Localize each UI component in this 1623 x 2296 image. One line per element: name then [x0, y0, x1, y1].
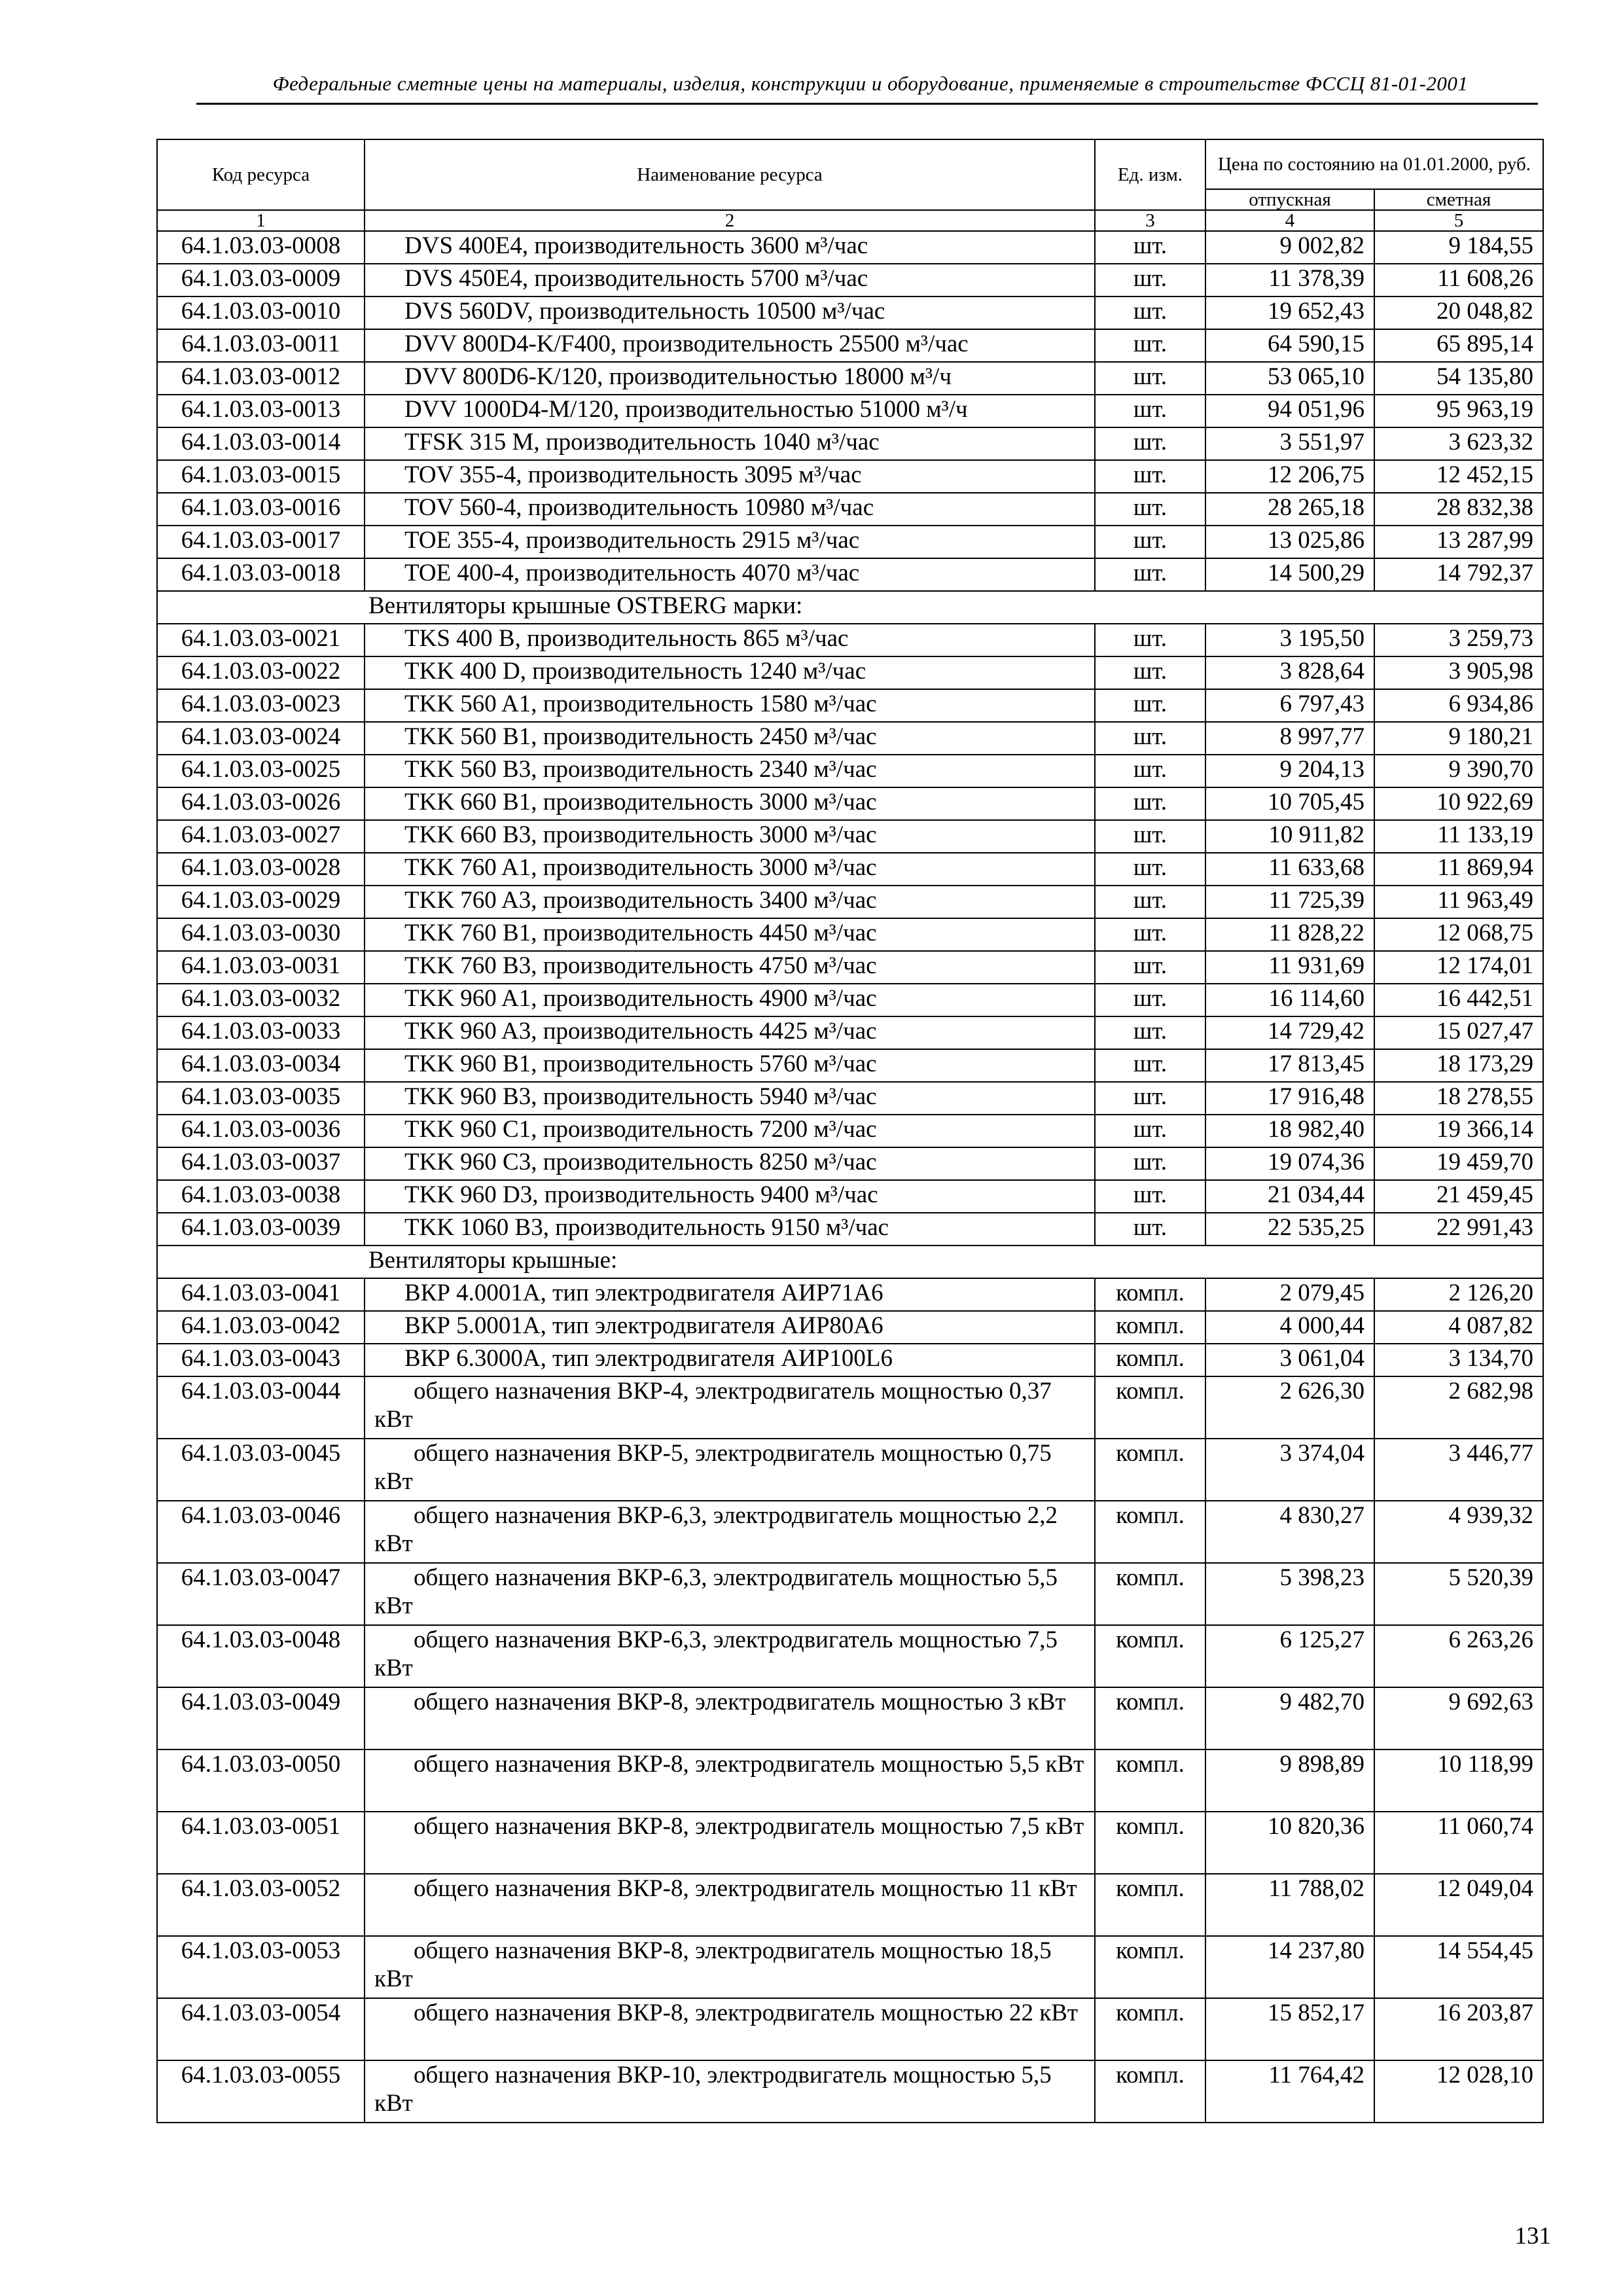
resource-name: TKK 560 B3, производительность 2340 м³/час: [365, 755, 1095, 787]
resource-code: 64.1.03.03-0051: [157, 1812, 365, 1874]
table-row: [157, 1115, 1543, 1147]
table-row: [157, 329, 1543, 362]
estimate-price: 11 869,94: [1374, 853, 1543, 886]
unit-of-measure: шт.: [1095, 231, 1205, 264]
estimate-price: 3 134,70: [1374, 1344, 1543, 1376]
release-price: 11 931,69: [1205, 951, 1374, 984]
estimate-price: 19 459,70: [1374, 1147, 1543, 1180]
estimate-price: 13 287,99: [1374, 526, 1543, 558]
resource-name: TOV 560-4, производительность 10980 м³/час: [365, 493, 1095, 526]
estimate-price: 2 682,98: [1374, 1376, 1543, 1439]
estimate-price: 11 060,74: [1374, 1812, 1543, 1874]
release-price: 3 195,50: [1205, 624, 1374, 656]
table-row: [157, 624, 1543, 656]
unit-of-measure: шт.: [1095, 1147, 1205, 1180]
table-row: [157, 1874, 1543, 1936]
resource-name: DVS 450E4, производительность 5700 м³/час: [365, 264, 1095, 296]
estimate-price: 12 049,04: [1374, 1874, 1543, 1936]
release-price: 14 237,80: [1205, 1936, 1374, 1998]
table-row: [157, 264, 1543, 296]
unit-of-measure: шт.: [1095, 656, 1205, 689]
table-row: [157, 427, 1543, 460]
unit-of-measure: шт.: [1095, 427, 1205, 460]
section-row: [157, 1246, 1543, 1278]
table-row: [157, 1749, 1543, 1812]
unit-of-measure: шт.: [1095, 886, 1205, 918]
resource-code: 64.1.03.03-0027: [157, 820, 365, 853]
table-row: [157, 1501, 1543, 1563]
table-row: [157, 395, 1543, 427]
estimate-price: 14 554,45: [1374, 1936, 1543, 1998]
release-price: 28 265,18: [1205, 493, 1374, 526]
resource-code: 64.1.03.03-0008: [157, 231, 365, 264]
resource-code: 64.1.03.03-0049: [157, 1687, 365, 1749]
resource-name: общего назначения ВКР-10, электродвигатель мощностью 5,5 кВт: [365, 2060, 1095, 2123]
unit-of-measure: компл.: [1095, 1439, 1205, 1501]
resource-name: DVS 400E4, производительность 3600 м³/час: [365, 231, 1095, 264]
resource-name: DVS 560DV, производительность 10500 м³/час: [365, 296, 1095, 329]
resource-name: TKK 560 B1, производительность 2450 м³/час: [365, 722, 1095, 755]
resource-code: 64.1.03.03-0046: [157, 1501, 365, 1563]
unit-of-measure: шт.: [1095, 329, 1205, 362]
release-price: 3 551,97: [1205, 427, 1374, 460]
estimate-price: 10 118,99: [1374, 1749, 1543, 1812]
resource-code: 64.1.03.03-0036: [157, 1115, 365, 1147]
release-price: 64 590,15: [1205, 329, 1374, 362]
resource-code: 64.1.03.03-0034: [157, 1049, 365, 1082]
section-title: Вентиляторы крышные OSTBERG марки:: [157, 591, 1543, 624]
release-price: 11 828,22: [1205, 918, 1374, 951]
estimate-price: 3 905,98: [1374, 656, 1543, 689]
col-header-code: Код ресурса: [157, 139, 365, 210]
unit-of-measure: компл.: [1095, 1625, 1205, 1687]
resource-code: 64.1.03.03-0018: [157, 558, 365, 591]
release-price: 2 079,45: [1205, 1278, 1374, 1311]
resource-name: TKK 660 B1, производительность 3000 м³/час: [365, 787, 1095, 820]
estimate-price: 2 126,20: [1374, 1278, 1543, 1311]
release-price: 3 828,64: [1205, 656, 1374, 689]
table-row: [157, 362, 1543, 395]
resource-name: DVV 800D6-K/120, производительностью 18000 м³/ч: [365, 362, 1095, 395]
estimate-price: 54 135,80: [1374, 362, 1543, 395]
resource-name: TOE 355-4, производительность 2915 м³/час: [365, 526, 1095, 558]
unit-of-measure: компл.: [1095, 1936, 1205, 1998]
unit-of-measure: шт.: [1095, 918, 1205, 951]
unit-of-measure: компл.: [1095, 1278, 1205, 1311]
table-row: [157, 1016, 1543, 1049]
table-row: [157, 1998, 1543, 2060]
resource-code: 64.1.03.03-0011: [157, 329, 365, 362]
resource-name: DVV 800D4-K/F400, производительность 25500 м³/час: [365, 329, 1095, 362]
unit-of-measure: компл.: [1095, 1376, 1205, 1439]
release-price: 3 061,04: [1205, 1344, 1374, 1376]
resource-code: 64.1.03.03-0055: [157, 2060, 365, 2123]
resource-name: общего назначения ВКР-4, электродвигатель мощностью 0,37 кВт: [365, 1376, 1095, 1439]
release-price: 18 982,40: [1205, 1115, 1374, 1147]
unit-of-measure: шт.: [1095, 395, 1205, 427]
resource-name: общего назначения ВКР-6,3, электродвигатель мощностью 7,5 кВт: [365, 1625, 1095, 1687]
estimate-price: 12 068,75: [1374, 918, 1543, 951]
release-price: 6 125,27: [1205, 1625, 1374, 1687]
table-row: [157, 722, 1543, 755]
table-row: [157, 1376, 1543, 1439]
release-price: 53 065,10: [1205, 362, 1374, 395]
estimate-price: 3 446,77: [1374, 1439, 1543, 1501]
release-price: 11 633,68: [1205, 853, 1374, 886]
unit-of-measure: компл.: [1095, 1563, 1205, 1625]
estimate-price: 11 608,26: [1374, 264, 1543, 296]
resource-code: 64.1.03.03-0035: [157, 1082, 365, 1115]
release-price: 13 025,86: [1205, 526, 1374, 558]
resource-name: ВКР 6.3000А, тип электродвигателя АИР100L6: [365, 1344, 1095, 1376]
resource-code: 64.1.03.03-0024: [157, 722, 365, 755]
unit-of-measure: компл.: [1095, 1812, 1205, 1874]
estimate-price: 14 792,37: [1374, 558, 1543, 591]
unit-of-measure: компл.: [1095, 1687, 1205, 1749]
release-price: 10 911,82: [1205, 820, 1374, 853]
resource-code: 64.1.03.03-0029: [157, 886, 365, 918]
resource-name: TKK 960 A1, производительность 4900 м³/час: [365, 984, 1095, 1016]
unit-of-measure: шт.: [1095, 624, 1205, 656]
resource-code: 64.1.03.03-0037: [157, 1147, 365, 1180]
release-price: 11 725,39: [1205, 886, 1374, 918]
table-row: [157, 853, 1543, 886]
release-price: 9 482,70: [1205, 1687, 1374, 1749]
unit-of-measure: компл.: [1095, 1749, 1205, 1812]
estimate-price: 4 939,32: [1374, 1501, 1543, 1563]
unit-of-measure: компл.: [1095, 1344, 1205, 1376]
column-number: 5: [1374, 210, 1543, 231]
resource-code: 64.1.03.03-0021: [157, 624, 365, 656]
estimate-price: 3 259,73: [1374, 624, 1543, 656]
resource-name: TKK 960 B3, производительность 5940 м³/час: [365, 1082, 1095, 1115]
resource-name: общего назначения ВКР-8, электродвигатель мощностью 5,5 кВт: [365, 1749, 1095, 1812]
resource-code: 64.1.03.03-0022: [157, 656, 365, 689]
estimate-price: 16 203,87: [1374, 1998, 1543, 2060]
release-price: 10 705,45: [1205, 787, 1374, 820]
unit-of-measure: шт.: [1095, 296, 1205, 329]
table-row: [157, 1687, 1543, 1749]
release-price: 12 206,75: [1205, 460, 1374, 493]
estimate-price: 5 520,39: [1374, 1563, 1543, 1625]
table-row: [157, 1147, 1543, 1180]
unit-of-measure: шт.: [1095, 755, 1205, 787]
resource-name: общего назначения ВКР-8, электродвигатель мощностью 3 кВт: [365, 1687, 1095, 1749]
unit-of-measure: шт.: [1095, 689, 1205, 722]
table-row: [157, 951, 1543, 984]
unit-of-measure: компл.: [1095, 1501, 1205, 1563]
resource-name: общего назначения ВКР-8, электродвигатель мощностью 7,5 кВт: [365, 1812, 1095, 1874]
resource-code: 64.1.03.03-0017: [157, 526, 365, 558]
resource-name: TKK 960 D3, производительность 9400 м³/час: [365, 1180, 1095, 1213]
table-row: [157, 886, 1543, 918]
release-price: 14 729,42: [1205, 1016, 1374, 1049]
resource-code: 64.1.03.03-0042: [157, 1311, 365, 1344]
resource-name: TKS 400 B, производительность 865 м³/час: [365, 624, 1095, 656]
resource-code: 64.1.03.03-0012: [157, 362, 365, 395]
resource-code: 64.1.03.03-0026: [157, 787, 365, 820]
table-row: [157, 1049, 1543, 1082]
release-price: 4 830,27: [1205, 1501, 1374, 1563]
resource-name: TKK 960 C1, производительность 7200 м³/час: [365, 1115, 1095, 1147]
resource-code: 64.1.03.03-0010: [157, 296, 365, 329]
estimate-price: 10 922,69: [1374, 787, 1543, 820]
column-number: 2: [365, 210, 1095, 231]
release-price: 11 764,42: [1205, 2060, 1374, 2123]
release-price: 19 074,36: [1205, 1147, 1374, 1180]
estimate-price: 22 991,43: [1374, 1213, 1543, 1246]
resource-code: 64.1.03.03-0016: [157, 493, 365, 526]
table-row: [157, 1311, 1543, 1344]
resource-name: TKK 400 D, производительность 1240 м³/час: [365, 656, 1095, 689]
unit-of-measure: шт.: [1095, 951, 1205, 984]
resource-name: общего назначения ВКР-8, электродвигатель мощностью 18,5 кВт: [365, 1936, 1095, 1998]
estimate-price: 19 366,14: [1374, 1115, 1543, 1147]
release-price: 10 820,36: [1205, 1812, 1374, 1874]
unit-of-measure: шт.: [1095, 1016, 1205, 1049]
resource-name: DVV 1000D4-M/120, производительностью 51000 м³/ч: [365, 395, 1095, 427]
release-price: 11 788,02: [1205, 1874, 1374, 1936]
table-row: [157, 1180, 1543, 1213]
column-number: 4: [1205, 210, 1374, 231]
resource-code: 64.1.03.03-0028: [157, 853, 365, 886]
resource-name: TKK 760 B3, производительность 4750 м³/час: [365, 951, 1095, 984]
table-row: [157, 231, 1543, 264]
header-rule: [196, 103, 1538, 105]
release-price: 5 398,23: [1205, 1563, 1374, 1625]
column-number: 3: [1095, 210, 1205, 231]
table-row: [157, 1278, 1543, 1311]
table-body: [157, 231, 1543, 2123]
estimate-price: 9 692,63: [1374, 1687, 1543, 1749]
unit-of-measure: шт.: [1095, 1082, 1205, 1115]
estimate-price: 11 963,49: [1374, 886, 1543, 918]
release-price: 11 378,39: [1205, 264, 1374, 296]
price-table: [156, 139, 1544, 2123]
table-row: [157, 820, 1543, 853]
resource-name: общего назначения ВКР-6,3, электродвигатель мощностью 5,5 кВт: [365, 1563, 1095, 1625]
estimate-price: 18 173,29: [1374, 1049, 1543, 1082]
table-row: [157, 1936, 1543, 1998]
table-row: [157, 984, 1543, 1016]
table-row: [157, 1812, 1543, 1874]
table-row: [157, 787, 1543, 820]
unit-of-measure: шт.: [1095, 460, 1205, 493]
resource-code: 64.1.03.03-0050: [157, 1749, 365, 1812]
running-header: Федеральные сметные цены на материалы, изделия, конструкции и оборудование, применяемые в строительстве ФССЦ 81-01-2001: [272, 72, 1469, 95]
release-price: 21 034,44: [1205, 1180, 1374, 1213]
unit-of-measure: шт.: [1095, 526, 1205, 558]
estimate-price: 20 048,82: [1374, 296, 1543, 329]
release-price: 19 652,43: [1205, 296, 1374, 329]
resource-name: ВКР 5.0001А, тип электродвигателя АИР80А6: [365, 1311, 1095, 1344]
release-price: 2 626,30: [1205, 1376, 1374, 1439]
unit-of-measure: шт.: [1095, 362, 1205, 395]
col-header-estimate: сметная: [1374, 189, 1543, 210]
resource-code: 64.1.03.03-0041: [157, 1278, 365, 1311]
release-price: 3 374,04: [1205, 1439, 1374, 1501]
estimate-price: 9 180,21: [1374, 722, 1543, 755]
release-price: 17 916,48: [1205, 1082, 1374, 1115]
estimate-price: 6 934,86: [1374, 689, 1543, 722]
resource-name: ВКР 4.0001А, тип электродвигателя АИР71А6: [365, 1278, 1095, 1311]
unit-of-measure: шт.: [1095, 1213, 1205, 1246]
estimate-price: 4 087,82: [1374, 1311, 1543, 1344]
unit-of-measure: шт.: [1095, 787, 1205, 820]
resource-code: 64.1.03.03-0033: [157, 1016, 365, 1049]
resource-code: 64.1.03.03-0023: [157, 689, 365, 722]
release-price: 94 051,96: [1205, 395, 1374, 427]
column-number: 1: [157, 210, 365, 231]
resource-code: 64.1.03.03-0030: [157, 918, 365, 951]
resource-code: 64.1.03.03-0054: [157, 1998, 365, 2060]
table-row: [157, 526, 1543, 558]
resource-name: TKK 760 A1, производительность 3000 м³/час: [365, 853, 1095, 886]
table-row: [157, 1563, 1543, 1625]
resource-name: TKK 960 B1, производительность 5760 м³/час: [365, 1049, 1095, 1082]
unit-of-measure: шт.: [1095, 1049, 1205, 1082]
table-row: [157, 558, 1543, 591]
release-price: 16 114,60: [1205, 984, 1374, 1016]
estimate-price: 12 028,10: [1374, 2060, 1543, 2123]
release-price: 9 204,13: [1205, 755, 1374, 787]
table-row: [157, 755, 1543, 787]
resource-name: TKK 660 B3, производительность 3000 м³/час: [365, 820, 1095, 853]
resource-name: TKK 760 A3, производительность 3400 м³/час: [365, 886, 1095, 918]
unit-of-measure: шт.: [1095, 558, 1205, 591]
table-row: [157, 1439, 1543, 1501]
resource-name: TOV 355-4, производительность 3095 м³/час: [365, 460, 1095, 493]
resource-code: 64.1.03.03-0039: [157, 1213, 365, 1246]
release-price: 22 535,25: [1205, 1213, 1374, 1246]
release-price: 9 002,82: [1205, 231, 1374, 264]
resource-name: TKK 960 A3, производительность 4425 м³/час: [365, 1016, 1095, 1049]
estimate-price: 18 278,55: [1374, 1082, 1543, 1115]
table-row: [157, 918, 1543, 951]
release-price: 6 797,43: [1205, 689, 1374, 722]
col-header-price-group: Цена по состоянию на 01.01.2000, руб.: [1205, 139, 1543, 189]
estimate-price: 9 390,70: [1374, 755, 1543, 787]
table-row: [157, 1625, 1543, 1687]
resource-name: TFSK 315 M, производительность 1040 м³/час: [365, 427, 1095, 460]
resource-code: 64.1.03.03-0047: [157, 1563, 365, 1625]
table-row: [157, 460, 1543, 493]
col-header-name: Наименование ресурса: [365, 139, 1095, 210]
estimate-price: 15 027,47: [1374, 1016, 1543, 1049]
resource-code: 64.1.03.03-0043: [157, 1344, 365, 1376]
unit-of-measure: шт.: [1095, 1180, 1205, 1213]
resource-code: 64.1.03.03-0044: [157, 1376, 365, 1439]
resource-code: 64.1.03.03-0015: [157, 460, 365, 493]
unit-of-measure: шт.: [1095, 853, 1205, 886]
resource-name: общего назначения ВКР-8, электродвигатель мощностью 11 кВт: [365, 1874, 1095, 1936]
table-row: [157, 1213, 1543, 1246]
release-price: 4 000,44: [1205, 1311, 1374, 1344]
resource-code: 64.1.03.03-0025: [157, 755, 365, 787]
resource-name: TKK 960 C3, производительность 8250 м³/час: [365, 1147, 1095, 1180]
resource-code: 64.1.03.03-0031: [157, 951, 365, 984]
unit-of-measure: шт.: [1095, 264, 1205, 296]
unit-of-measure: шт.: [1095, 1115, 1205, 1147]
table-row: [157, 1344, 1543, 1376]
page-number: 131: [1514, 2223, 1551, 2250]
resource-code: 64.1.03.03-0009: [157, 264, 365, 296]
resource-code: 64.1.03.03-0032: [157, 984, 365, 1016]
estimate-price: 65 895,14: [1374, 329, 1543, 362]
unit-of-measure: шт.: [1095, 493, 1205, 526]
section-row: [157, 591, 1543, 624]
col-header-unit: Ед. изм.: [1095, 139, 1205, 210]
release-price: 17 813,45: [1205, 1049, 1374, 1082]
estimate-price: 12 452,15: [1374, 460, 1543, 493]
estimate-price: 9 184,55: [1374, 231, 1543, 264]
resource-code: 64.1.03.03-0038: [157, 1180, 365, 1213]
table-row: [157, 493, 1543, 526]
unit-of-measure: компл.: [1095, 2060, 1205, 2123]
section-title: Вентиляторы крышные:: [157, 1246, 1543, 1278]
resource-code: 64.1.03.03-0014: [157, 427, 365, 460]
resource-name: TKK 1060 B3, производительность 9150 м³/час: [365, 1213, 1095, 1246]
table-row: [157, 689, 1543, 722]
resource-code: 64.1.03.03-0052: [157, 1874, 365, 1936]
estimate-price: 3 623,32: [1374, 427, 1543, 460]
unit-of-measure: шт.: [1095, 984, 1205, 1016]
unit-of-measure: компл.: [1095, 1874, 1205, 1936]
table-row: [157, 2060, 1543, 2123]
resource-code: 64.1.03.03-0045: [157, 1439, 365, 1501]
table-row: [157, 656, 1543, 689]
table-row: [157, 296, 1543, 329]
resource-name: общего назначения ВКР-6,3, электродвигатель мощностью 2,2 кВт: [365, 1501, 1095, 1563]
resource-code: 64.1.03.03-0053: [157, 1936, 365, 1998]
estimate-price: 6 263,26: [1374, 1625, 1543, 1687]
estimate-price: 95 963,19: [1374, 395, 1543, 427]
release-price: 14 500,29: [1205, 558, 1374, 591]
table-row: [157, 1082, 1543, 1115]
resource-code: 64.1.03.03-0013: [157, 395, 365, 427]
resource-code: 64.1.03.03-0048: [157, 1625, 365, 1687]
release-price: 15 852,17: [1205, 1998, 1374, 2060]
resource-name: TKK 760 B1, производительность 4450 м³/час: [365, 918, 1095, 951]
estimate-price: 16 442,51: [1374, 984, 1543, 1016]
estimate-price: 12 174,01: [1374, 951, 1543, 984]
resource-name: общего назначения ВКР-8, электродвигатель мощностью 22 кВт: [365, 1998, 1095, 2060]
col-header-release: отпускная: [1205, 189, 1374, 210]
resource-name: общего назначения ВКР-5, электродвигатель мощностью 0,75 кВт: [365, 1439, 1095, 1501]
estimate-price: 11 133,19: [1374, 820, 1543, 853]
estimate-price: 28 832,38: [1374, 493, 1543, 526]
estimate-price: 21 459,45: [1374, 1180, 1543, 1213]
unit-of-measure: шт.: [1095, 722, 1205, 755]
release-price: 8 997,77: [1205, 722, 1374, 755]
resource-name: TKK 560 A1, производительность 1580 м³/час: [365, 689, 1095, 722]
resource-name: TOE 400-4, производительность 4070 м³/час: [365, 558, 1095, 591]
unit-of-measure: компл.: [1095, 1998, 1205, 2060]
release-price: 9 898,89: [1205, 1749, 1374, 1812]
unit-of-measure: компл.: [1095, 1311, 1205, 1344]
unit-of-measure: шт.: [1095, 820, 1205, 853]
